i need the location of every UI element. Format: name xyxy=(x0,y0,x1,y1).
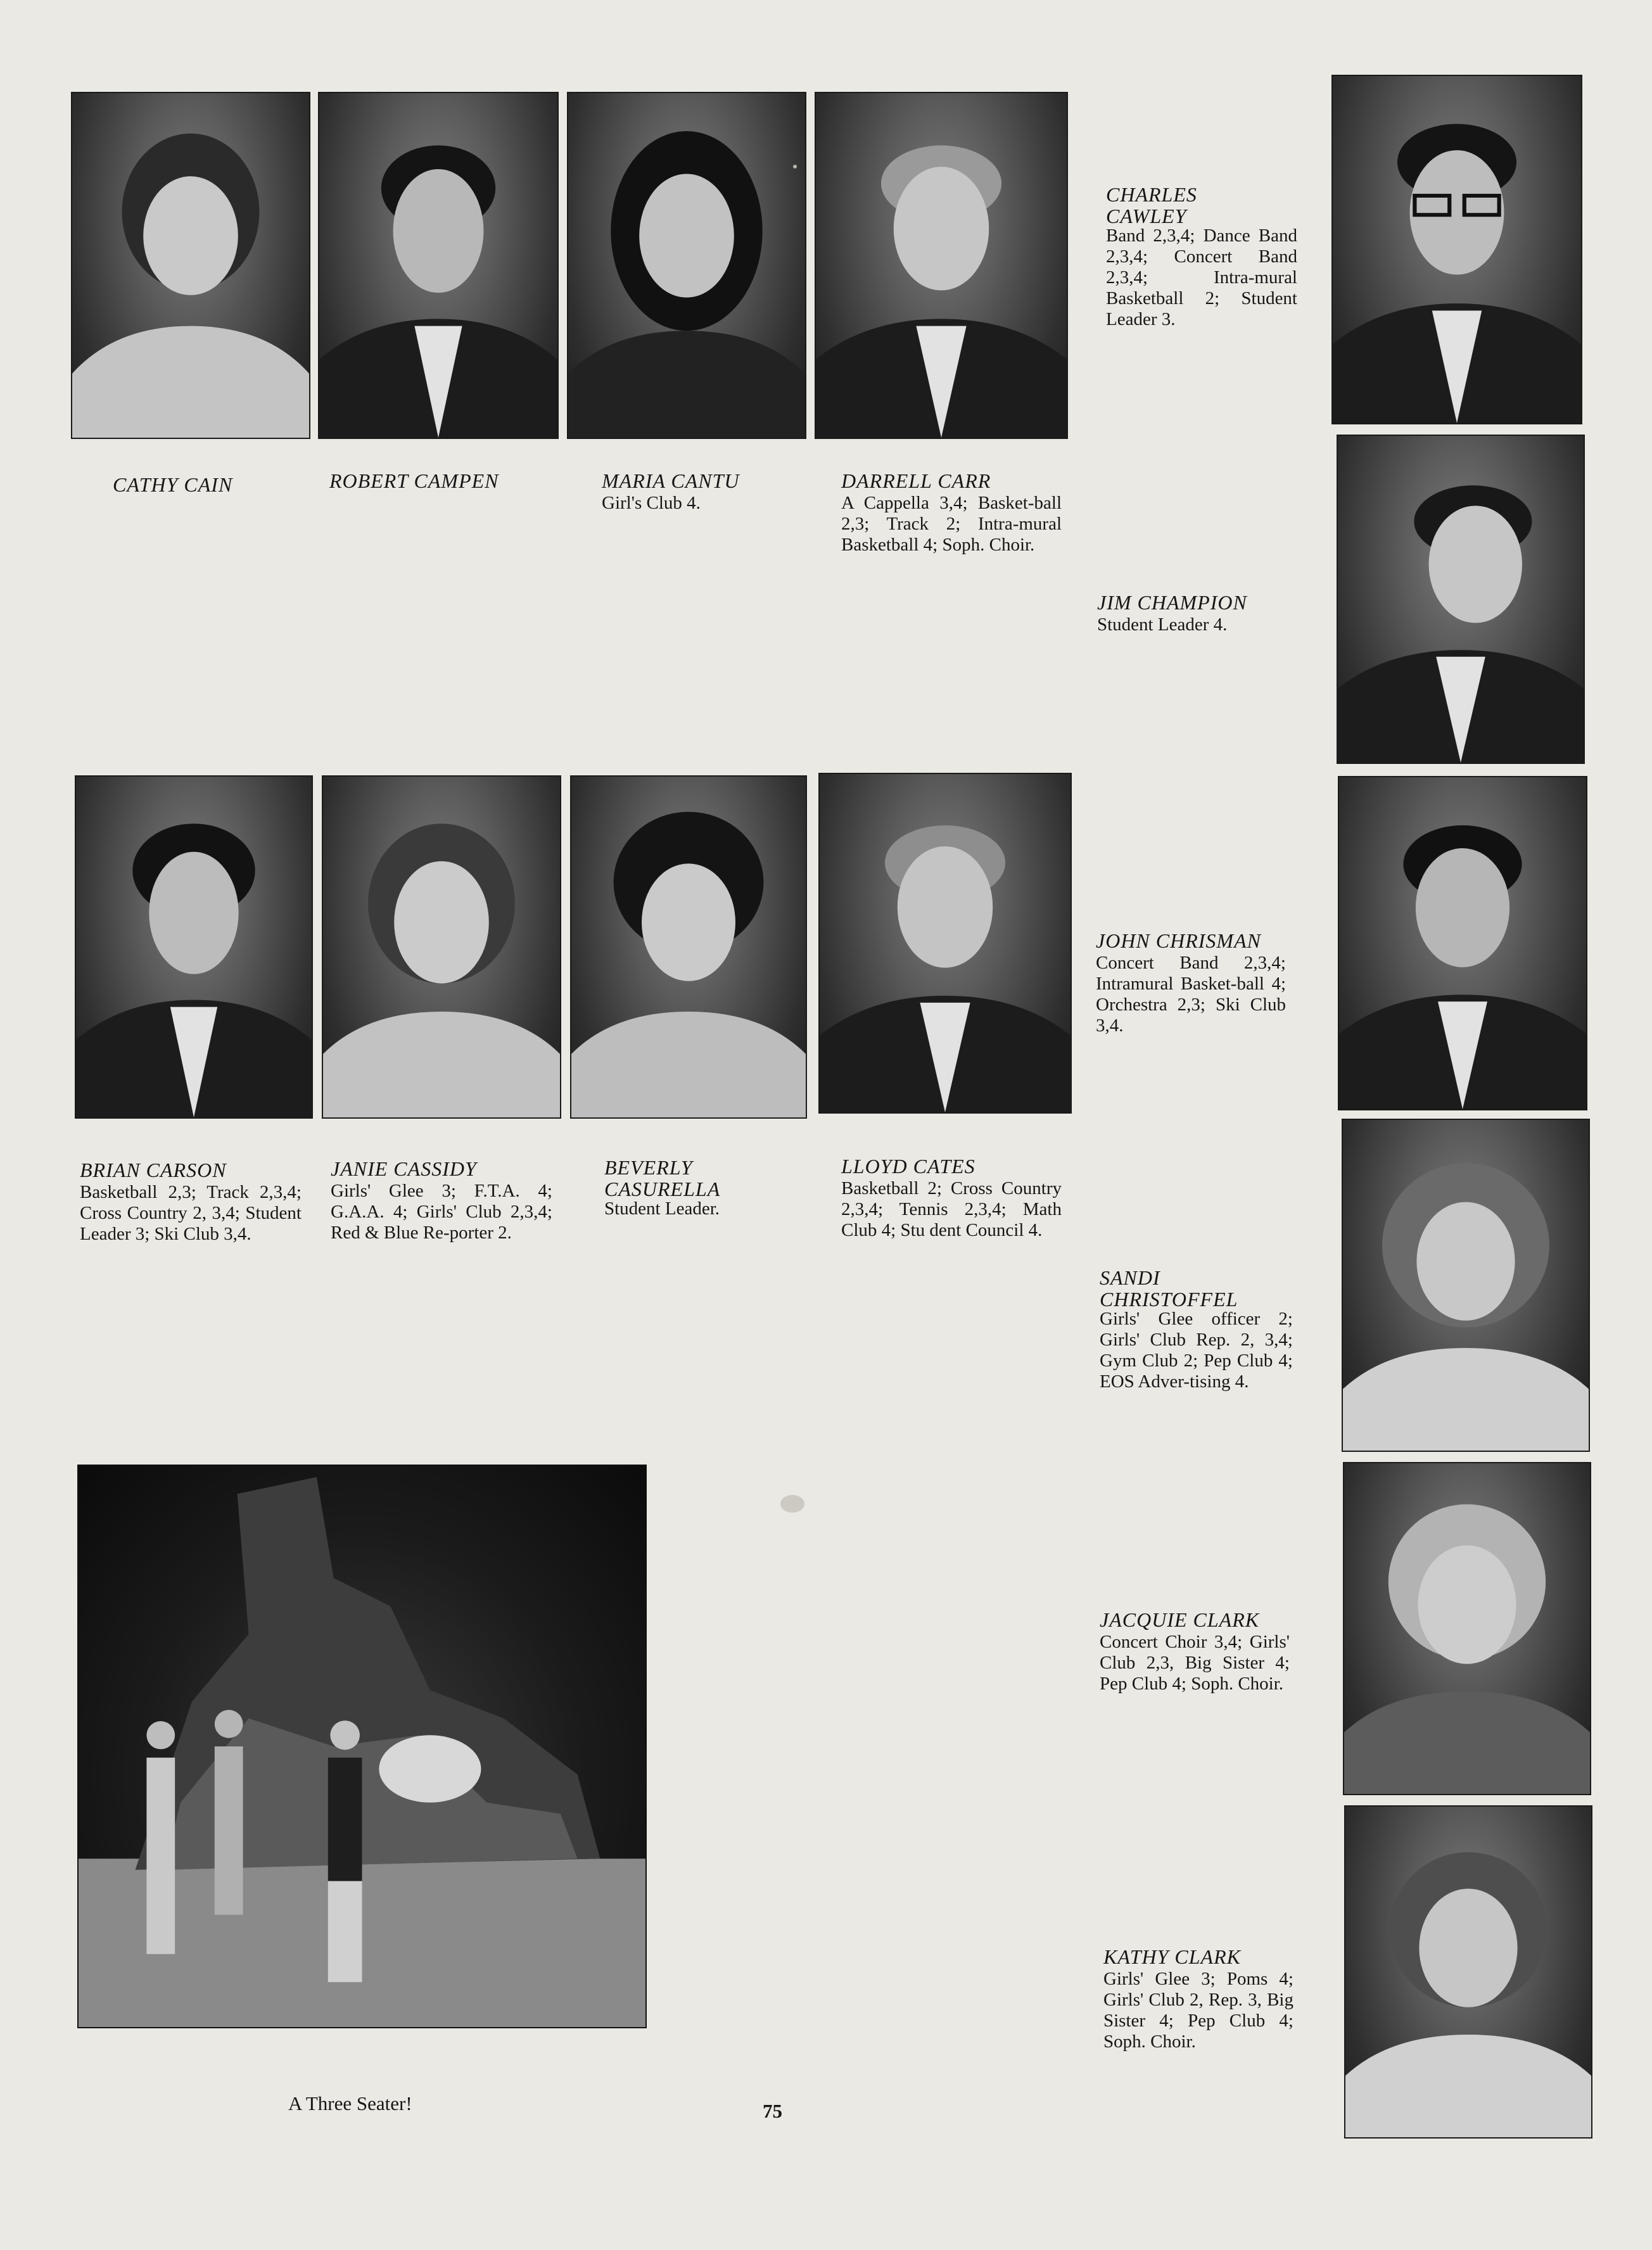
student-name: KATHY CLARK xyxy=(1103,1945,1241,1968)
student-name: JANIE CASSIDY xyxy=(331,1157,477,1180)
paper-speck xyxy=(780,1495,804,1513)
portrait-silhouette xyxy=(323,777,560,1117)
portrait-maria-cantu xyxy=(567,92,806,439)
portrait-brian-carson xyxy=(75,775,313,1119)
portrait-john-chrisman xyxy=(1338,776,1587,1110)
portrait-sandi-christoffel xyxy=(1342,1119,1590,1452)
portrait-darrell-carr xyxy=(815,92,1068,439)
page-number: 75 xyxy=(763,2100,782,2122)
portrait-janie-cassidy xyxy=(322,775,561,1119)
candid-photo-scene xyxy=(79,1466,645,2027)
portrait-silhouette xyxy=(571,777,806,1117)
portrait-beverly-casurella xyxy=(570,775,807,1119)
student-name: BRIAN CARSON xyxy=(80,1159,227,1181)
candid-photo-bonfire-pile xyxy=(77,1465,647,2028)
student-name: CATHY CAIN xyxy=(113,473,233,496)
student-activities: Basketball 2; Cross Country 2,3,4; Tennis 2,3,4; Math Club 4; Stu dent Council 4. xyxy=(841,1178,1062,1240)
portrait-silhouette xyxy=(76,777,312,1117)
student-activities: A Cappella 3,4; Basket-ball 2,3; Track 2; Intra-mural Basketball 4; Soph. Choir. xyxy=(841,493,1062,555)
student-name: JACQUIE CLARK xyxy=(1100,1608,1260,1631)
student-activities: Concert Band 2,3,4; Intramural Basket-ball 4; Orchestra 2,3; Ski Club 3,4. xyxy=(1096,953,1286,1036)
student-activities: Girls' Glee 3; Poms 4; Girls' Club 2, Rep. 3, Big Sister 4; Pep Club 4; Soph. Choir. xyxy=(1103,1969,1293,2052)
portrait-silhouette xyxy=(72,93,309,438)
portrait-silhouette xyxy=(568,93,805,438)
student-activities: Student Leader 4. xyxy=(1097,614,1228,635)
student-activities: Student Leader. xyxy=(604,1198,720,1219)
student-name: MARIA CANTU xyxy=(602,469,740,492)
student-name: LLOYD CATES xyxy=(841,1155,975,1178)
portrait-silhouette xyxy=(820,774,1071,1112)
portrait-cathy-cain xyxy=(71,92,310,439)
portrait-kathy-clark xyxy=(1344,1805,1592,2139)
student-activities: Girl's Club 4. xyxy=(602,493,701,513)
portrait-silhouette xyxy=(319,93,557,438)
student-name: JIM CHAMPION xyxy=(1097,591,1247,614)
portrait-robert-campen xyxy=(318,92,559,439)
portrait-lloyd-cates xyxy=(818,773,1072,1114)
portrait-silhouette xyxy=(1345,1807,1591,2137)
student-name: SANDI CHRISTOFFEL xyxy=(1100,1266,1238,1311)
portrait-silhouette xyxy=(1333,76,1581,423)
paper-speck xyxy=(793,165,797,168)
photo-caption: A Three Seater! xyxy=(288,2092,412,2114)
student-activities: Basketball 2,3; Track 2,3,4; Cross Country 2, 3,4; Student Leader 3; Ski Club 3,4. xyxy=(80,1182,302,1244)
student-activities: Band 2,3,4; Dance Band 2,3,4; Concert Band 2,3,4; Intra-mural Basketball 2; Student Leader 3. xyxy=(1106,226,1297,329)
portrait-silhouette xyxy=(1343,1120,1589,1451)
student-activities: Girls' Glee 3; F.T.A. 4; G.A.A. 4; Girls' Club 2,3,4; Red & Blue Re-porter 2. xyxy=(331,1181,552,1243)
portrait-jacquie-clark xyxy=(1343,1462,1591,1795)
student-activities: Girls' Glee officer 2; Girls' Club Rep. 2, 3,4; Gym Club 2; Pep Club 4; EOS Adver-tising 4. xyxy=(1100,1309,1293,1392)
portrait-silhouette xyxy=(1338,436,1584,763)
portrait-jim-champion xyxy=(1337,435,1585,764)
portrait-silhouette xyxy=(1344,1463,1590,1794)
portrait-charles-cawley xyxy=(1331,75,1582,424)
student-activities: Concert Choir 3,4; Girls' Club 2,3, Big Sister 4; Pep Club 4; Soph. Choir. xyxy=(1100,1632,1290,1694)
student-name: JOHN CHRISMAN xyxy=(1096,929,1261,952)
portrait-silhouette xyxy=(816,93,1067,438)
student-name: ROBERT CAMPEN xyxy=(329,469,499,492)
student-name: CHARLES CAWLEY xyxy=(1106,183,1197,227)
portrait-silhouette xyxy=(1339,777,1586,1109)
student-name: DARRELL CARR xyxy=(841,469,991,492)
student-name: BEVERLY CASURELLA xyxy=(604,1156,721,1200)
